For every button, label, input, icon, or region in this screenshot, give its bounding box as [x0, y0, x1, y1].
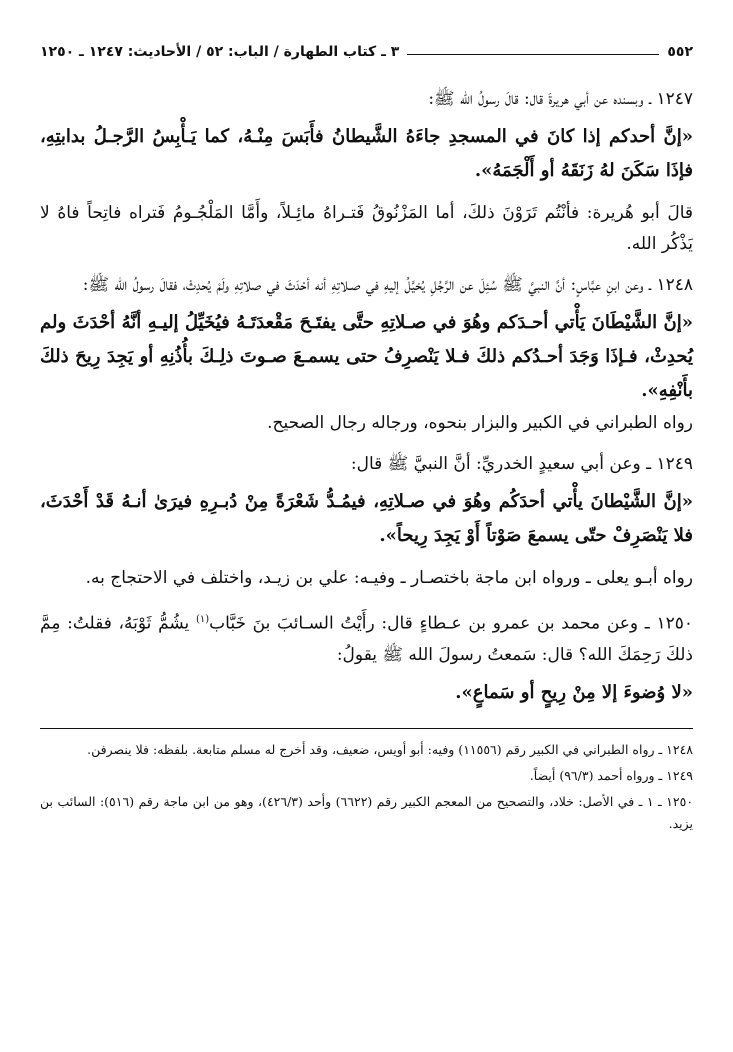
header-rule — [407, 54, 659, 55]
footnote-rule — [40, 728, 693, 729]
hadith-1248-source: رواه الطبراني في الكبير والبزار بنحوه، ورجاله رجال الصحيح. — [267, 413, 693, 433]
footnotes — [40, 739, 693, 835]
hadith-1250-text: «لا وُضوءَ إلا مِنْ رِيحٍ أو سَماعٍ». — [455, 681, 693, 703]
hadith-1250-intro-b: يشُمُّ ثَوْبَهُ، فقلتُ: مِمَّ ذلكَ رَحِمَكَ الله؟ قال: سَمعتُ رسولَ الله ﷺ يقولُ: — [40, 613, 693, 665]
footnote-1250: ١٢٥٠ ـ ١ ـ في الأصل: خلاد، والتصحيح من المعجم الكبير رقم (٦٦٢٢) وأحد (٤٢٦/٣)، وهو من ابن ماجة رقم (٥١٦): السائب بن يزيد. — [40, 793, 694, 831]
page-number: ٥٥٢ — [667, 44, 693, 60]
page-header — [40, 38, 693, 66]
running-title: ٣ ـ كتاب الطهارة / الباب: ٥٢ / الأحاديث: ١٢٤٧ ـ ١٢٥٠ — [40, 44, 400, 60]
footnote-1248: ١٢٤٨ ـ رواه الطبراني في الكبير رقم (١١٥٥٦) وفيه: أبو أويس، ضعيف، وقد أخرج له مسلم متابعة. بلفظه: فلا ينصرفن. — [87, 741, 693, 757]
hadith-1249-text: «إنَّ الشَّيْطانَ يأْتي أحدَكُم وهُوَ في صـلاتِهِ، فيمُـدُّ شَعْرَةً مِنْ دُبـرِهِ فيرَىٰ أنـهُ قَدْ أَحْدَثَ، فلا يَنْصَرِفْ حتّى يسمعَ صَوْتاً أَوْ يَجِدَ رِيحاً». — [40, 491, 693, 546]
hadith-1248-intro: ١٢٤٨ ـ وعن ابنِ عبَّاسٍ: أنَّ النبيَّ ﷺ سُئِلَ عن الرَّجُلِ يُخيَّلُ إليهِ في صـلاتِهِ أنه أحْدَثَ في صلاتِهِ ولَمْ يُحدِثْ، فقالَ رسولُ الله ﷺ: — [82, 275, 693, 295]
hadith-1250-intro-a: ١٢٥٠ ـ وعن محمد بن عمرو بن عـطاءٍ قال: رأَيْتُ السـائبَ بنَ خَبَّاب — [209, 613, 693, 634]
hadith-1247-intro: ١٢٤٧ ـ وبسنده عن أبي هريرةَ قال: قالَ رسولُ الله ﷺ: — [428, 89, 693, 109]
page-body — [40, 84, 693, 710]
hadith-1249-intro: ١٢٤٩ ـ وعن أبي سعيدٍ الخدريِّ: أنَّ النبيَّ ﷺ قال: — [350, 454, 693, 474]
hadith-1249-source: رواه أبـو يعلى ـ ورواه ابن ماجة باختصـار ـ وفيـه: علي بن زيـد، واختلف في الاحتجاج به. — [85, 568, 693, 588]
hadith-1250-intro — [40, 604, 693, 671]
footnote-marker: (١) — [195, 614, 210, 625]
hadith-1247-text: «إنَّ أحدكم إذا كانَ في المسجدِ جاءَهُ الشَّيطانُ فأَبَسَ مِنْـهُ، كما يَـأْبِسُ الرَّجـلُ بدابتِهِ، فإذَا سَكَنَ لهُ زَنَقَهُ أو أَلْجَمَهُ». — [40, 126, 693, 181]
hadith-1247-comment: قالَ أبو هُريرة: فأنْتُم تَرَوْنَ ذلكَ، أما المَزْنُوقُ فَتـراهُ مائِـلاً، وأَمَّا المَلْجُـومُ فَتراه فاتِحاً فاهُ لا يَذْكُر الله. — [40, 203, 693, 254]
footnote-1249: ١٢٤٩ ـ ورواه أحمد (٩٦/٣) أيضاً. — [529, 767, 693, 783]
hadith-1248-text: «إنَّ الشَّيْطَانَ يَأْتي أحـدَكم وهُوَ في صـلاتِهِ حتَّى يفتَـحَ مَقْعدَتَـهُ فيُخَيِّلُ إليـهِ أنَّهُ أحْدَثَ ولم يُحدِثْ، فـإذَا وَجَدَ أحـدُكم ذلكَ فـلا يَنْصرِفُ حتى يسمـعَ صـوتَ ذلِـكَ بأُذُنِهِ أو يَجِدَ رِيحَ ذلكَ بأَنْفِهِ». — [40, 312, 693, 401]
